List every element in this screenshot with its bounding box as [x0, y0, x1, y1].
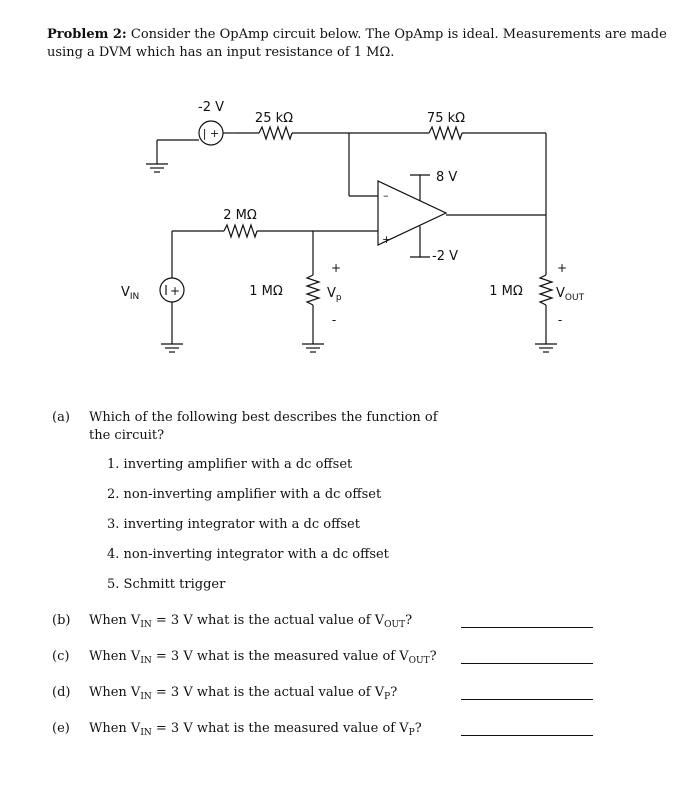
r1m-left-label: 1 MΩ	[249, 284, 283, 299]
question-a-text: Which of the following best describes the function of the circuit?	[89, 410, 438, 443]
vp-label: $V_p$	[327, 286, 342, 303]
vout-label: $V_{OUT}$	[556, 286, 585, 303]
vout-sub: OUT	[564, 293, 585, 303]
vin-polarity: +	[169, 284, 181, 298]
question-a-label: (a)	[52, 410, 70, 425]
vp-plus: +	[330, 261, 342, 275]
answer-line-b[interactable]	[461, 627, 593, 628]
problem-text: Consider the OpAmp circuit below. The OpAmp is ideal. Measurements are made using a DVM which has an input resistance of 1 MΩ.	[47, 27, 667, 60]
question-c-text: When $V_{IN} = 3$ V what is the measured value of $V_{OUT}$?	[89, 649, 437, 666]
question-c-label: (c)	[52, 649, 70, 664]
ground-top-left	[146, 140, 199, 172]
vout-plus: +	[556, 261, 568, 275]
r75-label: 75 kΩ	[426, 111, 466, 126]
source-top-polarity: | +	[202, 127, 220, 140]
vout-minus: -	[557, 313, 563, 327]
resistor-1m-right	[489, 261, 584, 352]
option-3: 3. inverting integrator with a dc offset	[107, 517, 360, 532]
r25-label: 25 kΩ	[254, 111, 294, 126]
option-4: 4. non-inverting integrator with a dc offset	[107, 547, 389, 562]
answer-line-c[interactable]	[461, 663, 593, 664]
question-b-label: (b)	[52, 613, 71, 628]
vp-sub: p	[335, 293, 342, 303]
answer-line-e[interactable]	[461, 735, 593, 736]
voltage-source-top	[198, 100, 237, 145]
resistor-25k	[237, 111, 349, 139]
supply-positive: 8 V	[436, 170, 458, 185]
question-d-label: (d)	[52, 685, 71, 700]
opamp	[378, 170, 458, 264]
question-b-text: When $V_{IN} = 3$ V what is the actual value of $V_{OUT}$?	[89, 613, 413, 630]
vin-label: $V_{IN}$	[121, 285, 140, 302]
r2m-label: 2 MΩ	[223, 208, 257, 223]
vin-sub: IN	[129, 292, 140, 302]
question-e-label: (e)	[52, 721, 70, 736]
resistor-2m	[172, 208, 378, 237]
problem-label: Problem 2:	[47, 27, 127, 42]
vin-source	[121, 231, 184, 352]
resistor-1m-left	[249, 231, 342, 352]
source-top-value: -2 V	[198, 100, 224, 115]
question-d-text: When $V_{IN} = 3$ V what is the actual value of $V_P$?	[89, 685, 398, 702]
answer-line-d[interactable]	[461, 699, 593, 700]
opamp-plus: +	[382, 233, 392, 246]
option-2: 2. non-inverting amplifier with a dc offset	[107, 487, 382, 502]
option-5: 5. Schmitt trigger	[107, 577, 226, 592]
opamp-minus: –	[383, 189, 389, 202]
option-1: 1. inverting amplifier with a dc offset	[107, 457, 353, 472]
vp-minus: -	[331, 313, 337, 327]
question-e-text: When $V_{IN} = 3$ V what is the measured value of $V_P$?	[89, 721, 422, 738]
r1m-right-label: 1 MΩ	[489, 284, 523, 299]
supply-negative: -2 V	[432, 249, 458, 264]
